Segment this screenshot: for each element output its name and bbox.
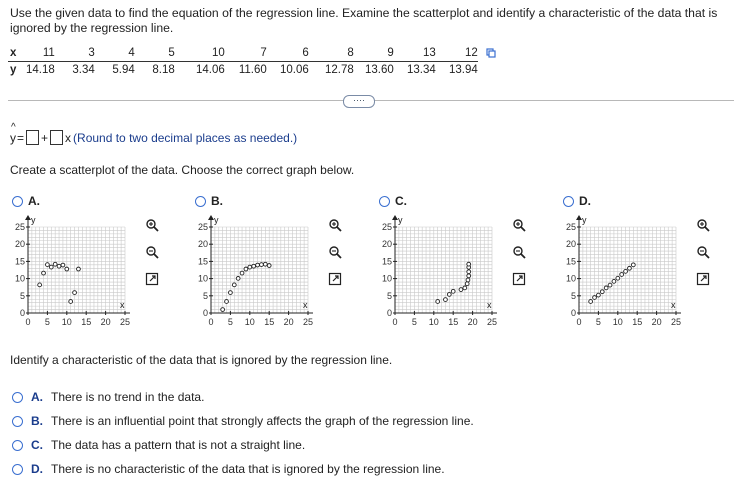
answer-radio[interactable] xyxy=(12,464,23,475)
answer-choice[interactable] xyxy=(12,438,305,452)
data-point xyxy=(263,262,267,266)
copy-data-icon[interactable] xyxy=(486,48,496,58)
x-tick-label: 25 xyxy=(486,317,497,327)
data-point xyxy=(69,300,73,304)
x-tick-label: 5 xyxy=(44,317,50,327)
y-value: 13.94 xyxy=(449,64,478,76)
y-tick-label: 10 xyxy=(565,273,576,284)
scatterplot xyxy=(0,210,130,360)
y-value: 8.18 xyxy=(152,64,175,76)
x-tick-label: 10 xyxy=(612,317,623,327)
graph-option-letter: A. xyxy=(28,194,40,208)
data-point xyxy=(252,264,256,268)
x-tick-label: 25 xyxy=(119,317,130,327)
x-tick-label: 20 xyxy=(651,317,662,327)
x-value: 6 xyxy=(267,46,309,62)
y-value: 13.34 xyxy=(407,64,436,76)
y-value: 3.34 xyxy=(72,64,95,76)
y-tick-label: 5 xyxy=(386,290,392,301)
data-point xyxy=(65,267,69,271)
data-point xyxy=(616,276,620,280)
zoom-out-icon[interactable] xyxy=(696,245,710,259)
data-point xyxy=(73,291,77,295)
x-tick-label: 10 xyxy=(244,317,255,327)
answer-text: There is an influential point that strongly affects the graph of the regression line. xyxy=(51,414,474,428)
data-row-y xyxy=(8,62,478,78)
y-tick-label: 10 xyxy=(14,273,25,284)
graph-option-radio[interactable] xyxy=(195,196,206,207)
x-tick-label: 0 xyxy=(392,317,398,327)
y-tick-label: 15 xyxy=(14,256,25,267)
x-tick-label: 15 xyxy=(448,317,459,327)
y-header: y xyxy=(10,64,17,76)
data-point xyxy=(61,263,65,267)
x-tick-label: 15 xyxy=(81,317,92,327)
intercept-input[interactable] xyxy=(26,130,39,145)
y-tick-label: 5 xyxy=(19,290,25,301)
data-point xyxy=(53,262,57,266)
answer-text: There is no characteristic of the data that is ignored by the regression line. xyxy=(51,462,445,476)
y-tick-label: 10 xyxy=(197,273,208,284)
data-point xyxy=(624,269,628,273)
data-point xyxy=(256,263,260,267)
data-point xyxy=(436,300,440,304)
plus-sign: + xyxy=(41,130,49,145)
y-tick-label: 20 xyxy=(565,239,576,250)
x-tick-label: 25 xyxy=(670,317,681,327)
x-value: 9 xyxy=(354,46,394,62)
data-point xyxy=(593,296,597,300)
x-tick-label: 0 xyxy=(208,317,214,327)
scatterplot xyxy=(551,210,681,360)
y-tick-label: 0 xyxy=(19,308,25,318)
x-tick-label: 20 xyxy=(283,317,294,327)
y-value: 14.06 xyxy=(196,64,225,76)
y-tick-label: 25 xyxy=(565,222,576,232)
expand-graph-icon[interactable] xyxy=(512,272,526,286)
y-tick-label: 20 xyxy=(197,239,208,250)
slope-input[interactable] xyxy=(50,130,63,145)
data-point xyxy=(467,270,471,274)
data-point xyxy=(77,267,81,271)
x-value: 8 xyxy=(309,46,354,62)
graph-option-radio[interactable] xyxy=(563,196,574,207)
zoom-out-icon[interactable] xyxy=(512,245,526,259)
y-axis-label: y xyxy=(214,215,219,225)
y-axis-label: y xyxy=(582,215,587,225)
x-tick-label: 5 xyxy=(227,317,233,327)
y-value: 13.60 xyxy=(365,64,394,76)
zoom-out-icon[interactable] xyxy=(328,245,342,259)
answer-choice[interactable] xyxy=(12,390,204,404)
data-point xyxy=(232,283,236,287)
expand-more-button[interactable]: ···· xyxy=(343,95,375,108)
data-point xyxy=(589,300,593,304)
zoom-in-icon[interactable] xyxy=(328,218,342,232)
y-value: 5.94 xyxy=(112,64,135,76)
y-tick-label: 15 xyxy=(197,256,208,267)
data-point xyxy=(42,271,46,275)
data-point xyxy=(612,279,616,283)
y-axis-label: y xyxy=(31,215,36,225)
data-point xyxy=(248,265,252,269)
answer-letter: C. xyxy=(31,438,43,452)
y-tick-label: 5 xyxy=(202,290,208,301)
data-point xyxy=(597,293,601,297)
y-value: 11.60 xyxy=(238,64,267,76)
y-tick-label: 25 xyxy=(381,222,392,232)
x-value: 10 xyxy=(175,46,225,62)
data-point xyxy=(466,278,470,282)
x-value: 7 xyxy=(225,46,267,62)
x-tick-label: 15 xyxy=(264,317,275,327)
y-tick-label: 20 xyxy=(14,239,25,250)
graph-option-radio[interactable] xyxy=(379,196,390,207)
y-tick-label: 0 xyxy=(386,308,392,318)
expand-graph-icon[interactable] xyxy=(696,272,710,286)
x-value: 13 xyxy=(394,46,436,62)
x-header: x xyxy=(8,46,26,62)
answer-letter: A. xyxy=(31,390,43,404)
x-value: 12 xyxy=(436,46,478,62)
answer-choice[interactable] xyxy=(12,414,474,428)
x-value: 11 xyxy=(26,46,55,62)
data-row-x xyxy=(8,46,478,62)
x-tick-label: 5 xyxy=(595,317,601,327)
data-point xyxy=(240,271,244,275)
y-tick-label: 25 xyxy=(14,222,25,232)
data-point xyxy=(49,265,53,269)
rounding-hint: (Round to two decimal places as needed.) xyxy=(73,130,298,145)
x-tick-label: 0 xyxy=(25,317,31,327)
yhat-symbol: ^ y xyxy=(10,121,16,145)
data-point xyxy=(447,293,451,297)
x-tick-label: 5 xyxy=(411,317,417,327)
x-axis-label: x xyxy=(671,300,676,310)
data-point xyxy=(451,289,455,293)
data-point xyxy=(221,308,225,312)
zoom-in-icon[interactable] xyxy=(512,218,526,232)
data-point xyxy=(38,283,42,287)
graph-option-radio[interactable] xyxy=(12,196,23,207)
x-axis-label: x xyxy=(120,300,125,310)
x-tick-label: 10 xyxy=(61,317,72,327)
data-point xyxy=(459,288,463,292)
expand-graph-icon[interactable] xyxy=(328,272,342,286)
y-value: 10.06 xyxy=(280,64,309,76)
x-axis-label: x xyxy=(487,300,492,310)
x-tick-label: 15 xyxy=(632,317,643,327)
data-point xyxy=(260,263,264,267)
x-axis-label: x xyxy=(303,300,308,310)
answer-text: The data has a pattern that is not a straight line. xyxy=(51,438,306,452)
y-value: 14.18 xyxy=(26,64,55,76)
y-axis-label: y xyxy=(398,215,403,225)
scatterplot xyxy=(367,210,497,360)
y-tick-label: 25 xyxy=(197,222,208,232)
data-point xyxy=(267,264,271,268)
data-point xyxy=(628,266,632,270)
y-tick-label: 10 xyxy=(381,273,392,284)
answer-radio[interactable] xyxy=(12,440,23,451)
x-tick-label: 25 xyxy=(302,317,313,327)
answer-letter: D. xyxy=(31,462,43,476)
x-tick-label: 10 xyxy=(428,317,439,327)
x-value: 3 xyxy=(55,46,95,62)
question-characteristic: Identify a characteristic of the data that is ignored by the regression line. xyxy=(10,353,393,367)
zoom-in-icon[interactable] xyxy=(696,218,710,232)
data-point xyxy=(57,264,61,268)
y-tick-label: 0 xyxy=(202,308,208,318)
y-tick-label: 0 xyxy=(570,308,576,318)
answer-text: There is no trend in the data. xyxy=(51,390,205,404)
x-value: 5 xyxy=(135,46,175,62)
data-point xyxy=(465,282,469,286)
data-point xyxy=(467,274,471,278)
x-value: 4 xyxy=(95,46,135,62)
scatterplot xyxy=(183,210,313,360)
data-point xyxy=(467,262,471,266)
data-point xyxy=(229,291,233,295)
data-point xyxy=(463,286,467,290)
data-point xyxy=(620,273,624,277)
regression-equation xyxy=(10,121,298,145)
graph-option-letter: D. xyxy=(579,194,591,208)
data-point xyxy=(46,263,50,267)
scatter-prompt: Create a scatterplot of the data. Choose the correct graph below. xyxy=(10,163,355,177)
answer-letter: B. xyxy=(31,414,43,428)
x-variable: x xyxy=(65,130,72,145)
answer-radio[interactable] xyxy=(12,416,23,427)
expand-graph-icon[interactable] xyxy=(145,272,159,286)
y-value: 12.78 xyxy=(325,64,354,76)
x-tick-label: 0 xyxy=(576,317,582,327)
y-tick-label: 15 xyxy=(381,256,392,267)
x-tick-label: 20 xyxy=(100,317,111,327)
x-tick-label: 20 xyxy=(467,317,478,327)
zoom-in-icon[interactable] xyxy=(145,218,159,232)
y-tick-label: 20 xyxy=(381,239,392,250)
equals-sign: = xyxy=(17,130,25,145)
data-point xyxy=(604,286,608,290)
graph-option-letter: C. xyxy=(395,194,407,208)
answer-choice[interactable] xyxy=(12,462,445,476)
y-tick-label: 5 xyxy=(570,290,576,301)
instructions: Use the given data to find the equation of the regression line. Examine the scatterplot and identify a characteristic of the data that is ignored by the regression line. xyxy=(10,6,718,35)
data-point xyxy=(244,267,248,271)
data-point xyxy=(631,263,635,267)
graph-option-letter: B. xyxy=(211,194,223,208)
answer-radio[interactable] xyxy=(12,392,23,403)
data-point xyxy=(225,300,229,304)
zoom-out-icon[interactable] xyxy=(145,245,159,259)
data-point xyxy=(600,290,604,294)
data-point xyxy=(608,283,612,287)
y-tick-label: 15 xyxy=(565,256,576,267)
data-point xyxy=(236,276,240,280)
data-table xyxy=(8,46,478,77)
data-point xyxy=(444,298,448,302)
